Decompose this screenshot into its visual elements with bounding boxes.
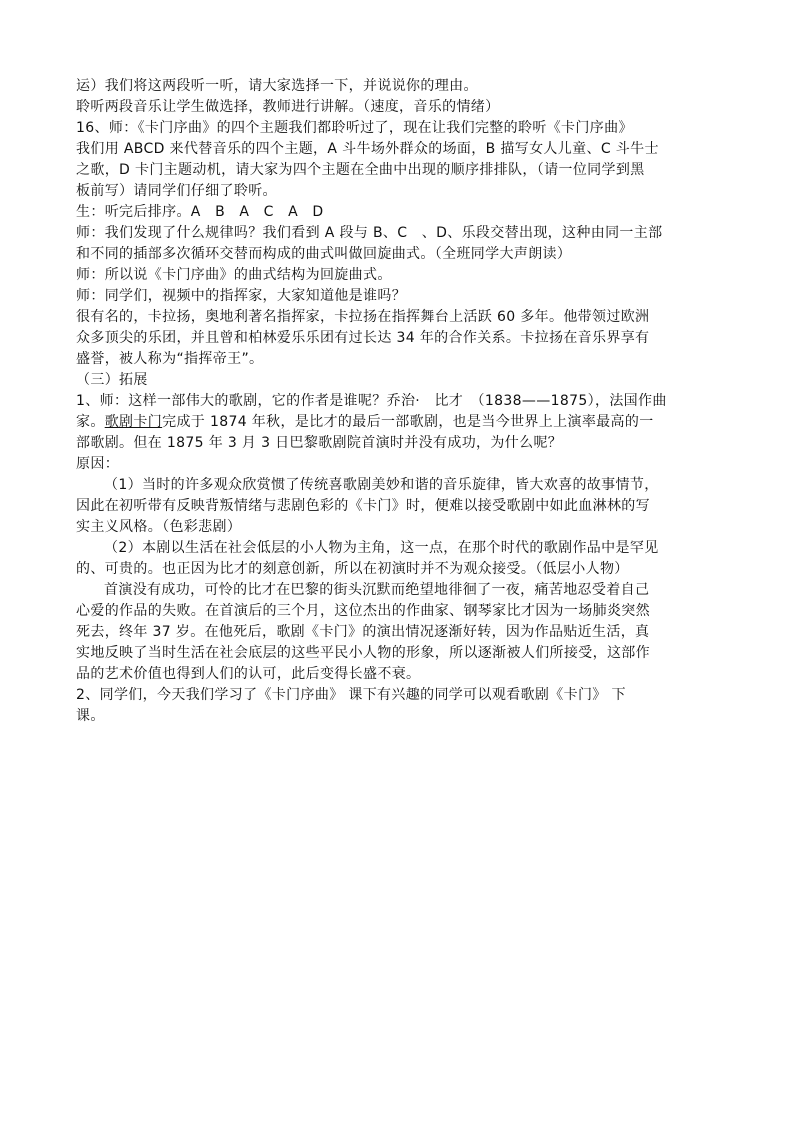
text-line: 运）我们将这两段听一听，请大家选择一下，并说说你的理由。: [76, 78, 478, 94]
text-line: 生：听完后排序。A B A C A D: [76, 204, 324, 220]
text-line: 盛誉，被人称为“指挥帝王”。: [76, 351, 264, 367]
text-line: 和不同的插部多次循环交替而构成的曲式叫做回旋曲式。（全班同学大声朗读）: [76, 246, 572, 262]
text-line: 实主义风格。（色彩悲剧）: [76, 519, 242, 535]
text-line: 师：我们发现了什么规律吗？我们看到 A 段与 B、C 、D、乐段交替出现，这种由同一主部: [76, 225, 663, 241]
text-line: 因此在初听带有反映背叛情绪与悲剧色彩的《卡门》时，便难以接受歌剧中如此血淋林的写: [76, 498, 650, 514]
section-heading: （三）拓展: [76, 372, 148, 388]
text-line: 实地反映了当时生活在社会底层的这些平民小人物的形象，所以逐渐被人们所接受，这部作: [76, 645, 650, 661]
text-segment: 家。: [76, 414, 105, 430]
document-page: [76, 76, 724, 727]
text-line: 2、同学们，今天我们学习了《卡门序曲》 课下有兴趣的同学可以观看歌剧《卡门》 下: [76, 687, 626, 703]
text-segment: 完成于 1874 年秋，是比才的最后一部歌剧，也是当今世界上上演率最高的一: [162, 414, 654, 430]
text-line: 原因：: [76, 456, 120, 472]
text-line: 死去，终年 37 岁。在他死后，歌剧《卡门》的演出情况逐渐好转，因为作品贴近生活，真: [76, 624, 650, 640]
text-line: 品的艺术价值也得到人们的认可，此后变得长盛不衰。: [76, 666, 421, 682]
text-line: 部歌剧。但在 1875 年 3 月 3 日巴黎歌剧院首演时并没有成功，为什么呢？: [76, 435, 563, 451]
text-line: 板前写）请同学们仔细了聆听。: [76, 183, 277, 199]
text-line: （2）本剧以生活在社会低层的小人物为主角，这一点，在那个时代的歌剧作品中是罕见: [104, 540, 659, 556]
text-line: 师：同学们，视频中的指挥家，大家知道他是谁吗？: [76, 288, 407, 304]
text-line: 首演没有成功，可怜的比才在巴黎的街头沉默而绝望地徘徊了一夜，痛苦地忍受着自己: [104, 582, 650, 598]
text-line: 众多顶尖的乐团，并且曾和柏林爱乐乐团有过长达 34 年的合作关系。卡拉扬在音乐界享有: [76, 330, 650, 346]
text-line: 的、可贵的。也正因为比才的刻意创新，所以在初演时并不为观众接受。（低层小人物）: [76, 561, 629, 577]
text-line: 之歌，D 卡门主题动机，请大家为四个主题在全曲中出现的顺序排排队，（请一位同学到黑: [76, 162, 645, 178]
text-line: 我们用 ABCD 来代替音乐的四个主题，A 斗牛场外群众的场面，B 描写女人儿童、C 斗牛士: [76, 141, 659, 157]
text-line: [76, 412, 724, 433]
text-line: 16、师：《卡门序曲》的四个主题我们都聆听过了，现在让我们完整的聆听《卡门序曲》: [76, 120, 633, 136]
text-line: 1、师：这样一部伟大的歌剧，它的作者是谁呢？乔治· 比才 （1838——1875），法国作曲: [76, 393, 667, 409]
text-line: 师：所以说《卡门序曲》的曲式结构为回旋曲式。: [76, 267, 392, 283]
text-line: 课。: [76, 708, 105, 724]
text-line: 心爱的作品的失败。在首演后的三个月，这位杰出的作曲家、钢琴家比才因为一场肺炎突然: [76, 603, 650, 619]
text-line: 很有名的，卡拉扬，奥地利著名指挥家，卡拉扬在指挥舞台上活跃 60 多年。他带领过欧洲: [76, 309, 650, 325]
underlined-phrase: 歌剧卡门: [104, 414, 163, 430]
text-line: （1）当时的许多观众欣赏惯了传统喜歌剧美妙和谐的音乐旋律，皆大欢喜的故事情节，: [104, 477, 659, 493]
text-line: 聆听两段音乐让学生做选择，教师进行讲解。（速度，音乐的情绪）: [76, 99, 500, 115]
